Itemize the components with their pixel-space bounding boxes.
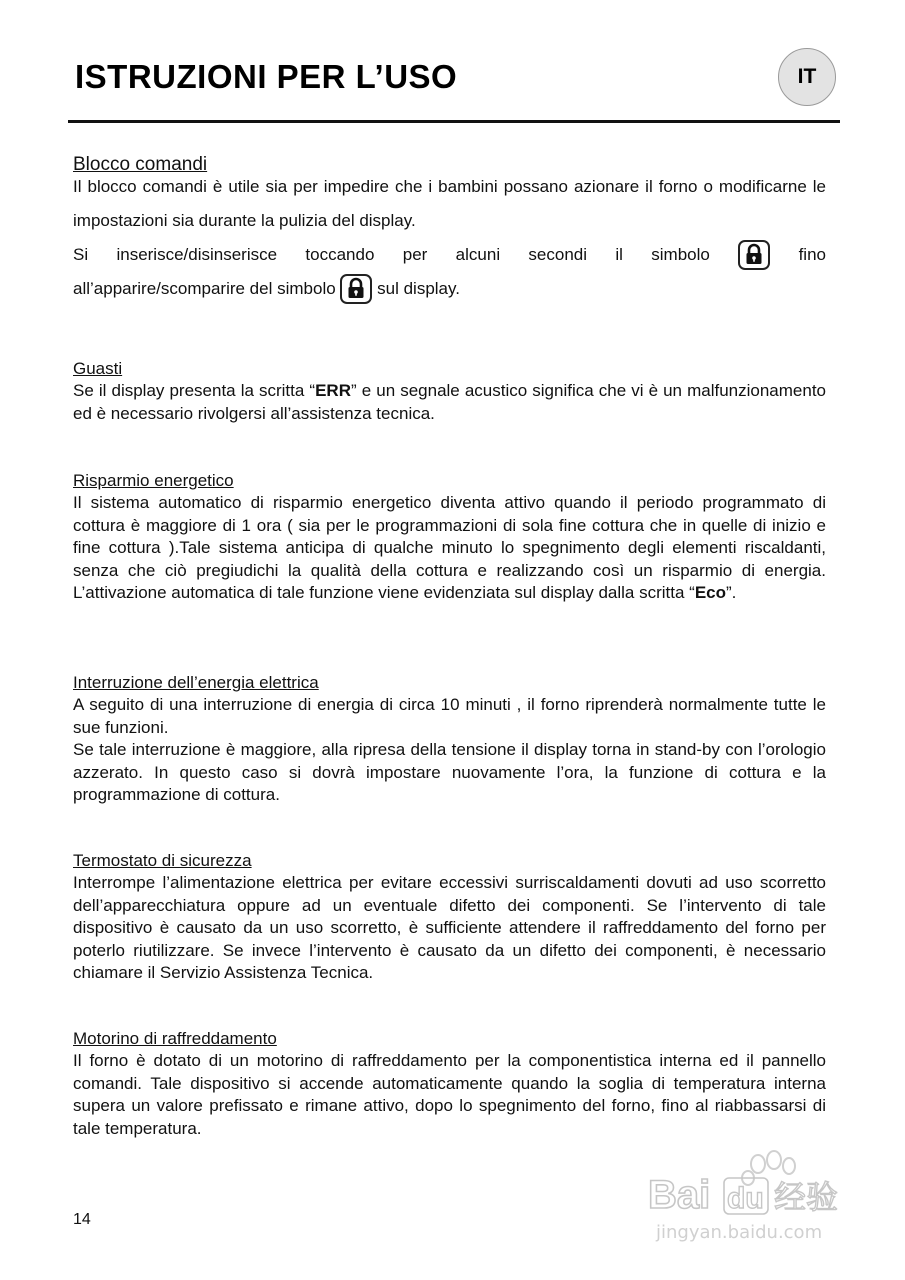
watermark-brand-cn: 经验: [774, 1178, 839, 1216]
section-interruzione-energia: [73, 672, 826, 807]
section-text: Il blocco comandi è utile sia per impedire che i bambini possano azionare il forno o modificarne le impostazioni sia durante la pulizia del display.: [73, 177, 826, 230]
header-divider: [68, 120, 840, 123]
page-number: 14: [73, 1211, 91, 1228]
text-fragment: Il sistema automatico di risparmio energetico diventa attivo quando il periodo programmato di cottura è maggiore di 1 ora ( sia per le programmazioni di sola fine cottura che in quelle di inizio e fine cottura ).Tale sistema anticipa di qualche minuto lo spegnimento degli elementi riscaldanti, senza che ciò pregiudichi la qualità della cottura e realizzando così un risparmio di energia. L’attivazione automatica di tale funzione viene evidenziata sul display dalla scritta “: [73, 493, 826, 602]
baidu-paw-icon: [648, 1150, 868, 1250]
watermark-brand-du: du: [727, 1182, 764, 1215]
watermark-brand: Bai: [648, 1173, 711, 1217]
section-blocco-comandi: [73, 154, 826, 306]
section-guasti: [73, 358, 826, 425]
section-motorino-raffreddamento: [73, 1028, 826, 1140]
section-text: [73, 380, 826, 425]
section-termostato-sicurezza: [73, 850, 826, 985]
text-fragment: fino: [798, 245, 826, 264]
section-text: [73, 492, 826, 605]
lock-icon: [738, 240, 770, 270]
error-code: ERR: [315, 381, 351, 400]
text-fragment: Se il display presenta la scritta “: [73, 381, 316, 400]
eco-label: Eco: [694, 583, 726, 602]
section-text: Il forno è dotato di un motorino di raffreddamento per la componentistica interna ed il pannello comandi. Tale dispositivo si accende automaticamente quando la soglia di temperatura interna supera un valore prefissato e rimane attivo, dopo lo spegnimento del forno, fino al riabbassarsi di tale temperatura.: [73, 1051, 826, 1138]
language-badge: IT: [778, 48, 836, 106]
section-heading: Termostato di sicurezza: [73, 851, 252, 870]
section-text: A seguito di una interruzione di energia di circa 10 minuti , il forno riprenderà normalmente tutte le sue funzioni.: [73, 695, 826, 737]
section-text: [73, 272, 826, 306]
section-text: [73, 238, 826, 272]
watermark-url: jingyan.baidu.com: [656, 1222, 823, 1243]
section-heading: Risparmio energetico: [73, 471, 234, 490]
lock-icon: [340, 274, 372, 304]
section-heading: Motorino di raffreddamento: [73, 1029, 277, 1048]
section-text: Interrompe l’alimentazione elettrica per evitare eccessivi surriscaldamenti dovuti ad uso scorretto dell’apparecchiatura oppure ad un eventuale difetto dei componenti. Se l’intervento di tale dispositivo è causato da un uso scorretto, è sufficiente attendere il raffreddamento del forno per poterlo riutilizzare. Se invece l’intervento è causato da un difetto dei componenti, è necessario chiamare il Servizio Assistenza Tecnica.: [73, 873, 826, 982]
section-heading: Guasti: [73, 359, 123, 378]
section-heading: Interruzione dell’energia elettrica: [73, 673, 319, 692]
page-title: ISTRUZIONI PER L’USO: [75, 58, 458, 95]
text-fragment: all’apparire/scomparire del simbolo: [73, 279, 336, 298]
text-fragment: Si inserisce/disinserisce toccando per alcuni secondi il simbolo: [73, 245, 710, 264]
baidu-watermark: [648, 1150, 868, 1250]
text-fragment: sul display.: [377, 279, 460, 298]
section-text: Se tale interruzione è maggiore, alla ripresa della tensione il display torna in stand-by con l’orologio azzerato. In questo caso si dovrà impostare nuovamente l’ora, la funzione di cottura e la programmazione di cottura.: [73, 740, 826, 804]
text-fragment: ”.: [726, 583, 737, 602]
section-risparmio-energetico: [73, 470, 826, 605]
text-fragment: ” e un segnale acustico significa che vi è un malfunzionamento ed è necessario rivolgersi all’assistenza tecnica.: [73, 381, 826, 423]
section-heading: Blocco comandi: [73, 154, 208, 175]
